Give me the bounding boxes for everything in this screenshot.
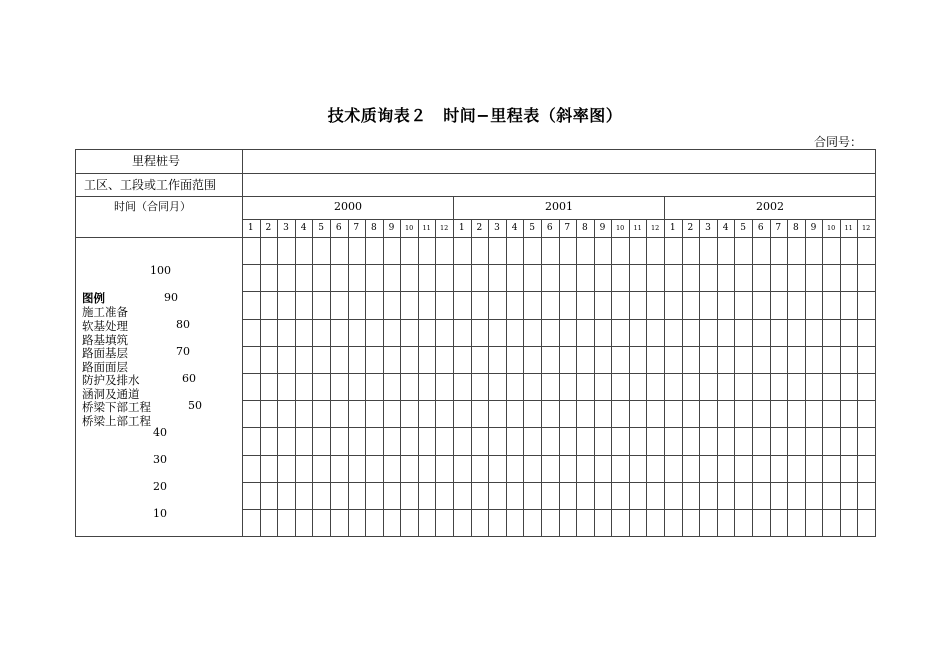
month-divider <box>822 219 823 536</box>
month-label: 7 <box>353 223 360 233</box>
y-tick: 20 <box>153 480 167 493</box>
month-divider <box>805 219 806 536</box>
month-label: 1 <box>458 223 465 233</box>
month-divider <box>594 219 595 536</box>
month-label: 12 <box>651 224 660 232</box>
month-label: 12 <box>440 224 449 232</box>
month-divider <box>418 219 419 536</box>
month-label: 4 <box>722 223 729 233</box>
month-divider <box>312 219 313 536</box>
month-label: 8 <box>371 223 377 233</box>
month-divider <box>330 219 331 536</box>
y-tick: 30 <box>153 453 167 466</box>
month-divider <box>559 219 560 536</box>
y-tick: 90 <box>164 291 178 304</box>
month-divider <box>471 219 472 536</box>
legend-item: 施工准备 <box>82 305 128 319</box>
month-divider <box>295 219 296 536</box>
year-2001: 2001 <box>545 200 573 213</box>
year-divider <box>453 196 454 536</box>
month-label: 2 <box>265 223 272 233</box>
month-divider <box>576 219 577 536</box>
month-label: 4 <box>300 223 307 233</box>
year-2000: 2000 <box>334 200 362 213</box>
legend-item: 路面基层 <box>82 346 128 360</box>
legend-item: 软基处理 <box>82 319 128 333</box>
month-divider <box>435 219 436 536</box>
stake-label: 里程桩号 <box>132 154 181 168</box>
year-2002: 2002 <box>756 200 784 213</box>
month-label: 9 <box>599 223 606 233</box>
month-divider <box>629 219 630 536</box>
month-divider <box>611 219 612 536</box>
legend-item: 桥梁下部工程 <box>82 400 151 414</box>
legend-item: 防护及排水 <box>82 373 140 387</box>
y-tick: 60 <box>182 372 196 385</box>
legend-item: 桥梁上部工程 <box>82 414 151 428</box>
month-divider <box>277 219 278 536</box>
month-label: 11 <box>844 224 853 232</box>
time-label: 时间（合同月） <box>114 200 191 213</box>
month-divider <box>752 219 753 536</box>
month-divider <box>523 219 524 536</box>
month-label: 2 <box>687 223 694 233</box>
legend-item: 路面面层 <box>82 360 128 374</box>
month-label: 6 <box>546 223 553 233</box>
year-divider <box>664 196 665 536</box>
month-divider <box>541 219 542 536</box>
month-divider <box>260 219 261 536</box>
y-tick: 10 <box>153 507 167 520</box>
month-divider <box>348 219 349 536</box>
row-divider <box>76 237 875 238</box>
y-tick: 80 <box>176 318 190 331</box>
month-label: 6 <box>757 223 764 233</box>
month-divider <box>857 219 858 536</box>
legend-item: 路基填筑 <box>82 333 128 347</box>
month-divider <box>682 219 683 536</box>
month-divider <box>734 219 735 536</box>
page-title: 技术质询表２ 时间−里程表（斜率图） <box>327 106 623 125</box>
row-divider <box>76 196 875 197</box>
y-tick: 50 <box>188 399 202 412</box>
month-label: 11 <box>422 224 431 232</box>
month-label: 10 <box>615 224 625 232</box>
month-divider <box>787 219 788 536</box>
row-divider <box>76 173 875 174</box>
month-label: 9 <box>388 223 395 233</box>
month-label: 3 <box>705 223 711 233</box>
y-tick: 70 <box>176 345 190 358</box>
month-label: 8 <box>582 223 588 233</box>
y-tick: 100 <box>150 264 171 277</box>
month-divider <box>840 219 841 536</box>
month-label: 1 <box>247 223 254 233</box>
month-label: 5 <box>318 223 324 233</box>
legend-item: 涵洞及通道 <box>82 387 140 401</box>
month-divider <box>365 219 366 536</box>
month-divider <box>488 219 489 536</box>
month-divider <box>383 219 384 536</box>
month-label: 4 <box>511 223 518 233</box>
column-divider <box>242 150 243 536</box>
month-label: 6 <box>335 223 342 233</box>
contract-number-label: 合同号： <box>813 135 862 149</box>
month-label: 12 <box>862 224 871 232</box>
month-label: 3 <box>494 223 500 233</box>
month-label: 10 <box>404 224 414 232</box>
time-mileage-table <box>75 149 876 537</box>
month-label: 5 <box>740 223 746 233</box>
area-label: 工区、工段或工作面范围 <box>84 178 217 192</box>
month-label: 11 <box>633 224 642 232</box>
month-label: 9 <box>810 223 817 233</box>
legend-title: 图例 <box>82 291 105 305</box>
month-label: 7 <box>564 223 571 233</box>
month-label: 2 <box>476 223 483 233</box>
month-divider <box>506 219 507 536</box>
month-divider <box>400 219 401 536</box>
y-tick: 40 <box>153 426 167 439</box>
month-divider <box>770 219 771 536</box>
month-label: 7 <box>775 223 782 233</box>
month-divider <box>646 219 647 536</box>
month-label: 8 <box>793 223 799 233</box>
month-divider <box>717 219 718 536</box>
month-label: 3 <box>283 223 289 233</box>
month-label: 10 <box>826 224 836 232</box>
month-divider <box>699 219 700 536</box>
month-label: 1 <box>669 223 676 233</box>
month-label: 5 <box>529 223 535 233</box>
